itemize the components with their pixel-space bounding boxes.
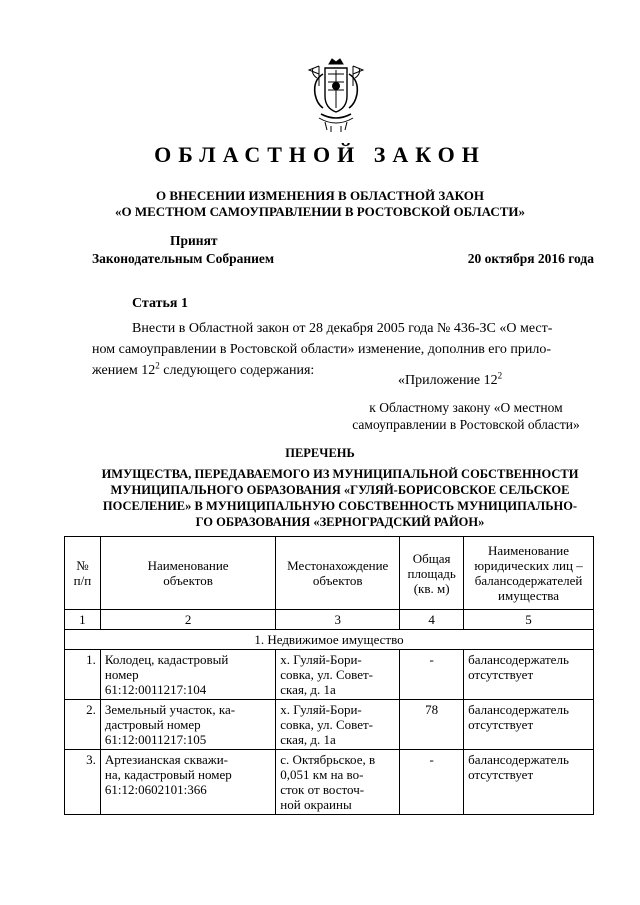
- header-cell-area: [400, 537, 464, 610]
- cell-line: балансодержатель: [468, 652, 569, 667]
- list-subtitle-line: ПОСЕЛЕНИЕ» В МУНИЦИПАЛЬНУЮ СОБСТВЕННОСТЬ МУНИЦИПАЛЬНО-: [102, 499, 578, 513]
- cell-line: балансодержатель: [468, 752, 569, 767]
- list-subtitle-line: ГО ОБРАЗОВАНИЯ «ЗЕРНОГРАДСКИЙ РАЙОН»: [195, 515, 485, 529]
- list-subtitle: [80, 466, 600, 530]
- header-text: Общая: [412, 550, 451, 566]
- cell-line: ская, д. 1а: [280, 682, 336, 697]
- adopted-by: Законодательным Собранием: [92, 251, 275, 266]
- cell-line: отсутствует: [468, 767, 534, 782]
- object-location: [276, 750, 400, 815]
- paragraph-text: следующего содержания:: [159, 363, 315, 378]
- cell-line: номер: [104, 667, 139, 682]
- cell-line: х. Гуляй-Бори-: [280, 652, 362, 667]
- header-text: (кв. м): [413, 580, 450, 596]
- header-cell-name: [100, 537, 275, 610]
- cell-line: 61:12:0011217:104: [104, 682, 207, 697]
- header-text: балансодержателей: [474, 573, 583, 588]
- section-row: [65, 630, 594, 650]
- cell-line: совка, ул. Совет-: [280, 717, 374, 732]
- header-text: Местонахождение: [287, 558, 389, 573]
- header-text: Наименование: [488, 543, 570, 558]
- row-number: 3.: [65, 750, 101, 815]
- header-text: имущества: [498, 588, 560, 603]
- appendix-line: к Областному закону «О местном: [369, 400, 563, 415]
- object-area: -: [400, 650, 464, 700]
- column-number: 4: [400, 610, 464, 630]
- cell-line: совка, ул. Совет-: [280, 667, 374, 682]
- object-location: [276, 650, 400, 700]
- object-area: -: [400, 750, 464, 815]
- table-row: [65, 650, 594, 700]
- cell-line: 61:12:0011217:105: [104, 732, 207, 747]
- paragraph-line: Внести в Областной закон от 28 декабря 2005 года № 436-ЗС «О мест-: [132, 321, 553, 336]
- document-subtitle: [60, 188, 580, 220]
- header-text: Наименование: [147, 558, 229, 573]
- cell-line: х. Гуляй-Бори-: [280, 702, 362, 717]
- object-holder: [464, 750, 594, 815]
- list-title: ПЕРЕЧЕНЬ: [285, 446, 355, 460]
- adopted-label: Принят: [170, 233, 218, 248]
- article-paragraph: [92, 318, 594, 381]
- cell-line: ская, д. 1а: [280, 732, 336, 747]
- cell-line: Земельный участок, ка-: [104, 702, 236, 717]
- list-subtitle-line: ИМУЩЕСТВА, ПЕРЕДАВАЕМОГО ИЗ МУНИЦИПАЛЬНОЙ СОБСТВЕННОСТИ: [101, 467, 579, 481]
- cell-line: балансодержатель: [468, 702, 569, 717]
- cell-line: сток от восточ-: [280, 782, 365, 797]
- section-title: 1. Недвижимое имущество: [65, 630, 594, 650]
- table-header-row: [65, 537, 594, 610]
- header-text: юридических лиц –: [474, 558, 583, 573]
- object-area: 78: [400, 700, 464, 750]
- object-name: [100, 700, 275, 750]
- paragraph-text: жением 12: [92, 363, 156, 378]
- cell-line: 61:12:0602101:366: [104, 782, 207, 797]
- paragraph-line: ном самоуправлении в Ростовской области» изменение, дополнив его прило-: [92, 342, 552, 357]
- column-number: 5: [464, 610, 594, 630]
- object-location: [276, 700, 400, 750]
- cell-line: дастровый номер: [104, 717, 201, 732]
- object-name: [100, 750, 275, 815]
- object-holder: [464, 700, 594, 750]
- column-number: 2: [100, 610, 275, 630]
- cell-line: 0,051 км на во-: [280, 767, 364, 782]
- property-table: [64, 536, 594, 815]
- row-number: 2.: [65, 700, 101, 750]
- cell-line: ной окраины: [280, 797, 352, 812]
- column-number-row: [65, 610, 594, 630]
- appendix-text: «Приложение 12: [398, 373, 498, 388]
- article-title: Статья 1: [132, 296, 188, 311]
- subtitle-line: О ВНЕСЕНИИ ИЗМЕНЕНИЯ В ОБЛАСТНОЙ ЗАКОН: [156, 188, 484, 203]
- header-cell-number: [65, 537, 101, 610]
- appendix-heading: [398, 370, 503, 389]
- cell-line: отсутствует: [468, 667, 534, 682]
- header-text: №: [76, 558, 89, 573]
- superscript: 2: [155, 360, 160, 371]
- cell-line: Колодец, кадастровый: [104, 652, 229, 667]
- header-text: объектов: [163, 573, 213, 588]
- object-name: [100, 650, 275, 700]
- header-text: площадь: [407, 565, 456, 581]
- cell-line: на, кадастровый номер: [104, 767, 232, 782]
- row-number: 1.: [65, 650, 101, 700]
- paragraph-line: [92, 360, 594, 381]
- appendix-reference: [340, 399, 592, 433]
- table-row: [65, 750, 594, 815]
- header-cell-holder: [464, 537, 594, 610]
- cell-line: отсутствует: [468, 717, 534, 732]
- adopted-date: 20 октября 2016 года: [467, 251, 594, 266]
- cell-line: Артезианская скважи-: [104, 752, 228, 767]
- header-text: объектов: [312, 573, 363, 588]
- header-text: п/п: [73, 573, 92, 588]
- appendix-line: самоуправлении в Ростовской области»: [352, 417, 580, 432]
- header-cell-location: [276, 537, 400, 610]
- document-title: ОБЛАСТНОЙ ЗАКОН: [154, 142, 486, 167]
- column-number: 1: [65, 610, 101, 630]
- superscript: 2: [497, 370, 503, 381]
- list-subtitle-line: МУНИЦИПАЛЬНОГО ОБРАЗОВАНИЯ «ГУЛЯЙ-БОРИСОВСКОЕ СЕЛЬСКОЕ: [110, 483, 570, 497]
- table-row: [65, 700, 594, 750]
- coat-of-arms-icon: [305, 56, 367, 136]
- object-holder: [464, 650, 594, 700]
- column-number: 3: [276, 610, 400, 630]
- cell-line: с. Октябрьское, в: [280, 752, 376, 767]
- subtitle-line: «О МЕСТНОМ САМОУПРАВЛЕНИИ В РОСТОВСКОЙ ОБЛАСТИ»: [115, 204, 525, 219]
